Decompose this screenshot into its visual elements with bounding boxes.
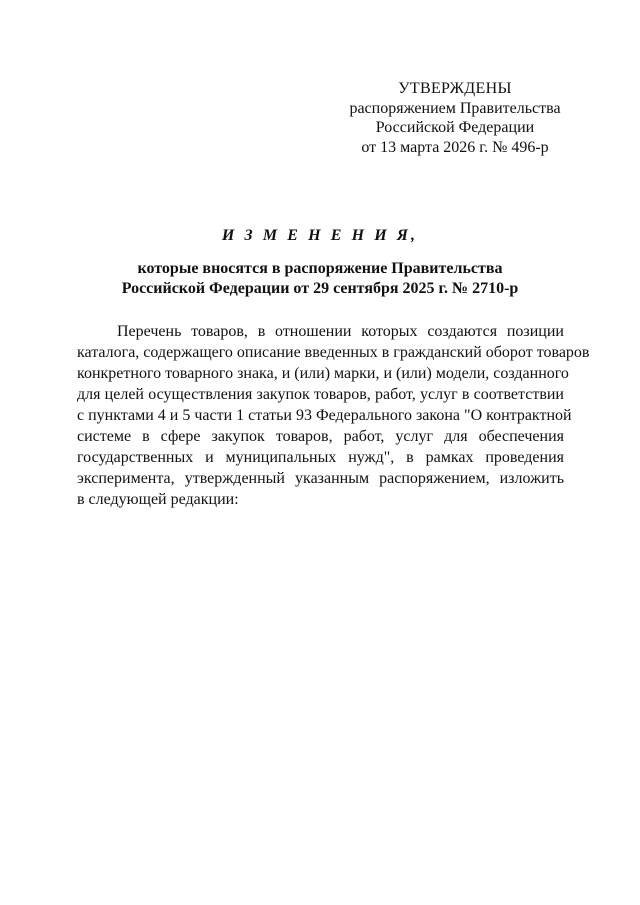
paragraph-line: каталога, содержащего описание введенных в гражданский оборот товаров (77, 344, 590, 361)
document-title: И З М Е Н Е Н И Я, (221, 227, 419, 244)
paragraph-line: с пунктами 4 и 5 части 1 статьи 93 Федерального закона "О контрактной (77, 407, 572, 424)
paragraph-line: в следующей редакции: (77, 491, 239, 508)
approval-line-1: распоряжением Правительства (349, 99, 561, 117)
subtitle-line-1: которые вносятся в распоряжение Правительства (137, 260, 503, 277)
subtitle-line-2: Российской Федерации от 29 сентября 2025 г. № 2710-р (121, 279, 519, 297)
paragraph-line: системе в сфере закупок товаров, работ, услуг для обеспечения (77, 428, 564, 445)
paragraph-line: для целей осуществления закупок товаров, работ, услуг в соответствии (77, 386, 564, 403)
paragraph-line: Перечень товаров, в отношении которых создаются позиции (117, 323, 564, 340)
paragraph-line: эксперимента, утвержденный указанным распоряжением, изложить (77, 470, 564, 487)
paragraph-line: конкретного товарного знака, и (или) марки, и (или) модели, созданного (77, 365, 569, 382)
approval-title: УТВЕРЖДЕНЫ (398, 80, 512, 97)
paragraph-line: государственных и муниципальных нужд", в рамках проведения (77, 449, 564, 466)
document-subtitle (0, 259, 640, 298)
approval-stamp (345, 79, 565, 157)
body-paragraph (77, 321, 590, 510)
approval-line-2: Российской Федерации (375, 119, 535, 136)
document-heading (0, 226, 640, 298)
approval-line-3: от 13 марта 2026 г. № 496-р (361, 138, 549, 156)
